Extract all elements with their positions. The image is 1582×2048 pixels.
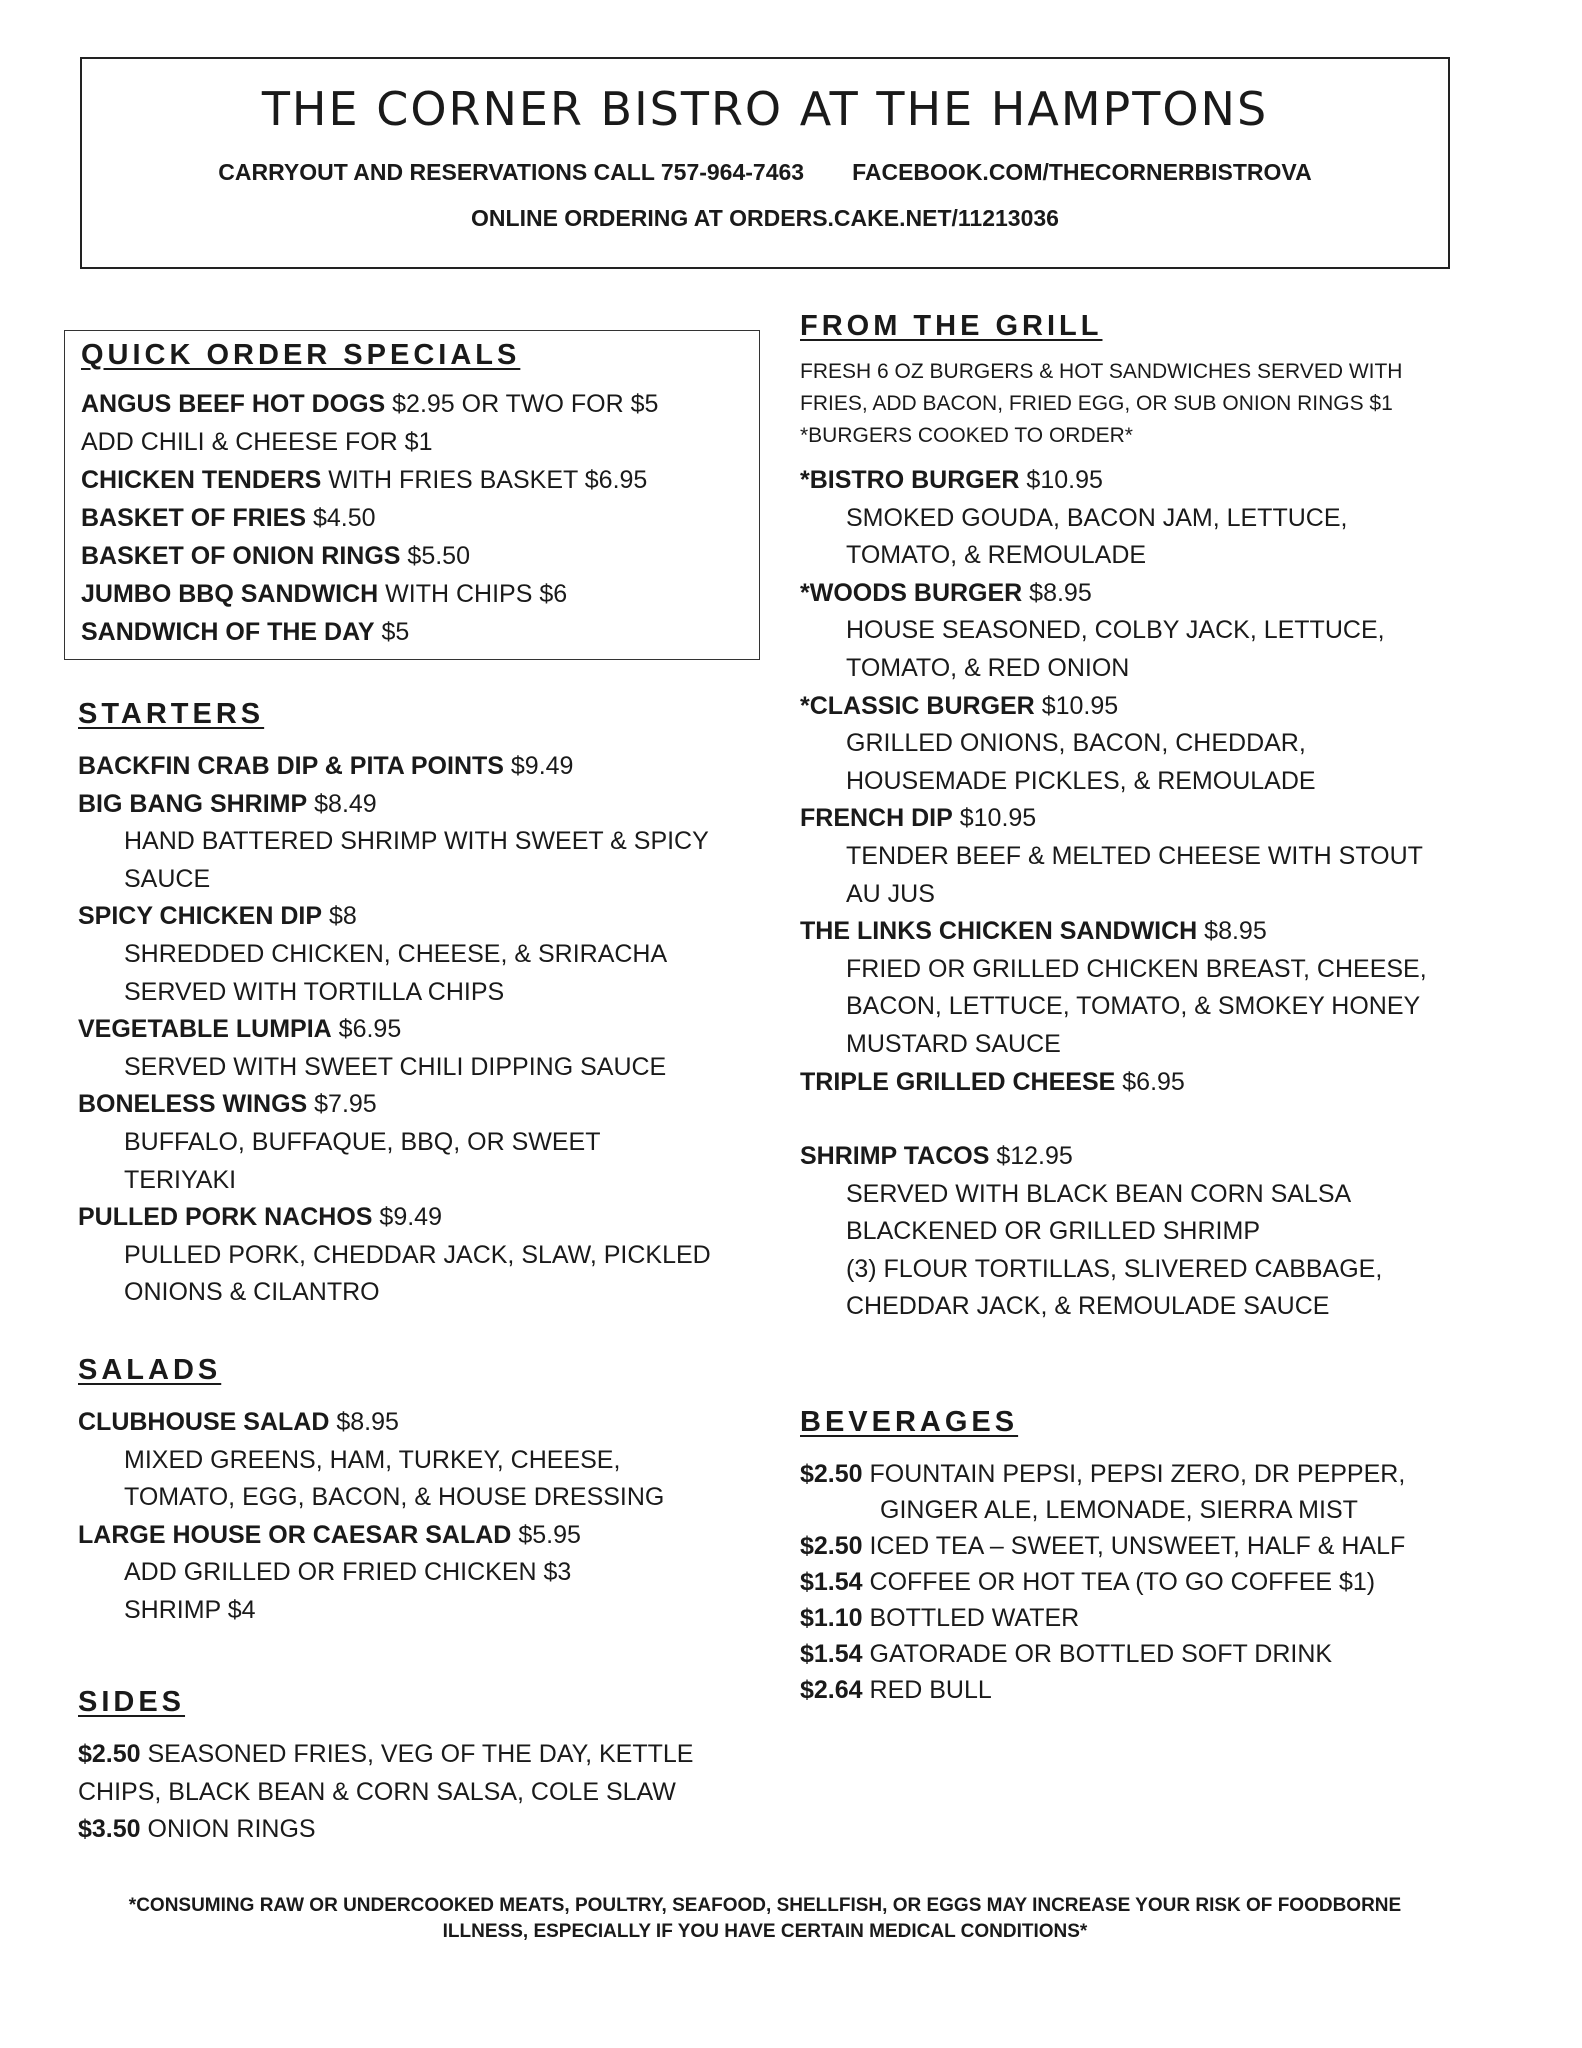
list-item: BASKET OF FRIES $4.50 — [81, 504, 376, 532]
list-item: $2.50 SEASONED FRIES, VEG OF THE DAY, KETTLE — [78, 1740, 694, 1768]
item-description: SHRIMP $4 — [124, 1595, 256, 1624]
menu-item: FRENCH DIP $10.95 — [800, 804, 1037, 833]
section-title: SALADS — [78, 1354, 222, 1386]
menu-item: PULLED PORK NACHOS $9.49 — [78, 1203, 442, 1232]
item-description: TERIYAKI — [124, 1165, 237, 1194]
section-title: STARTERS — [78, 698, 265, 730]
carryout-phone: CARRYOUT AND RESERVATIONS CALL 757-964-7463 — [218, 159, 805, 185]
item-description: SERVED WITH TORTILLA CHIPS — [124, 977, 505, 1006]
menu-item: TRIPLE GRILLED CHEESE $6.95 — [800, 1067, 1185, 1096]
menu-item: THE LINKS CHICKEN SANDWICH $8.95 — [800, 917, 1267, 946]
menu-item: LARGE HOUSE OR CAESAR SALAD $5.95 — [78, 1520, 581, 1549]
item-description: ADD GRILLED OR FRIED CHICKEN $3 — [124, 1558, 572, 1587]
list-item: $2.50 ICED TEA – SWEET, UNSWEET, HALF & HALF — [800, 1532, 1406, 1560]
quick-list — [81, 385, 759, 651]
item-description: SAUCE — [124, 864, 211, 893]
list-item: $3.50 ONION RINGS — [78, 1815, 316, 1844]
item-description: GRILLED ONIONS, BACON, CHEDDAR, — [846, 729, 1306, 758]
food-safety-disclaimer — [80, 1893, 1450, 1945]
item-description: SHREDDED CHICKEN, CHEESE, & SRIRACHA — [124, 939, 668, 968]
menu-item: BACKFIN CRAB DIP & PITA POINTS $9.49 — [78, 752, 574, 780]
list-item: ANGUS BEEF HOT DOGS $2.95 OR TWO FOR $5 — [81, 390, 659, 418]
list-item: $2.64 RED BULL — [800, 1676, 992, 1704]
list-item: CHICKEN TENDERS WITH FRIES BASKET $6.95 — [81, 466, 648, 494]
item-description: SERVED WITH BLACK BEAN CORN SALSA — [846, 1179, 1352, 1208]
list-item: BASKET OF ONION RINGS $5.50 — [81, 542, 470, 570]
item-description: PULLED PORK, CHEDDAR JACK, SLAW, PICKLED — [124, 1240, 711, 1269]
item-description: FRIED OR GRILLED CHICKEN BREAST, CHEESE, — [846, 954, 1427, 983]
item-description: MUSTARD SAUCE — [846, 1029, 1061, 1058]
menu-item: BIG BANG SHRIMP $8.49 — [78, 789, 377, 818]
item-description: BUFFALO, BUFFAQUE, BBQ, OR SWEET — [124, 1127, 601, 1156]
beverages-section — [800, 1404, 1480, 1708]
item-description: MIXED GREENS, HAM, TURKEY, CHEESE, — [124, 1445, 621, 1474]
list-item: $2.50 FOUNTAIN PEPSI, PEPSI ZERO, DR PEPPER, — [800, 1460, 1406, 1488]
list-item: $1.10 BOTTLED WATER — [800, 1604, 1080, 1632]
menu-item: *WOODS BURGER $8.95 — [800, 578, 1092, 607]
section-title: FROM THE GRILL — [800, 310, 1103, 342]
list-item: $1.54 GATORADE OR BOTTLED SOFT DRINK — [800, 1640, 1333, 1668]
item-description: SMOKED GOUDA, BACON JAM, LETTUCE, — [846, 503, 1348, 532]
item-description: BACON, LETTUCE, TOMATO, & SMOKEY HONEY — [846, 992, 1421, 1021]
list-item: CHIPS, BLACK BEAN & CORN SALSA, COLE SLAW — [78, 1777, 676, 1806]
menu-item: VEGETABLE LUMPIA $6.95 — [78, 1015, 402, 1044]
restaurant-name: THE CORNER BISTRO AT THE HAMPTONS — [261, 82, 1269, 136]
grill-note: FRIES, ADD BACON, FRIED EGG, OR SUB ONION RINGS $1 — [800, 392, 1393, 415]
menu-header — [80, 57, 1450, 269]
menu-item: *CLASSIC BURGER $10.95 — [800, 691, 1119, 720]
contact-line — [82, 157, 1448, 187]
item-description: ONIONS & CILANTRO — [124, 1278, 380, 1307]
item-description: TOMATO, & RED ONION — [846, 653, 1130, 682]
disclaimer-line: *CONSUMING RAW OR UNDERCOOKED MEATS, POULTRY, SEAFOOD, SHELLFISH, OR EGGS MAY INCREASE YOUR RISK OF FOODBORNE — [128, 1895, 1402, 1916]
starters-section — [78, 696, 768, 1312]
list-item: SANDWICH OF THE DAY $5 — [81, 618, 410, 646]
menu-item: *BISTRO BURGER $10.95 — [800, 466, 1103, 494]
quick-order-specials — [64, 330, 760, 660]
item-description: TOMATO, EGG, BACON, & HOUSE DRESSING — [124, 1483, 665, 1512]
item-description: CHEDDAR JACK, & REMOULADE SAUCE — [846, 1292, 1330, 1321]
grill-note: FRESH 6 OZ BURGERS & HOT SANDWICHES SERVED WITH — [800, 360, 1403, 383]
item-description: TOMATO, & REMOULADE — [846, 541, 1147, 570]
menu-item: SHRIMP TACOS $12.95 — [800, 1142, 1073, 1171]
list-item: JUMBO BBQ SANDWICH WITH CHIPS $6 — [81, 580, 568, 608]
item-description: AU JUS — [846, 879, 935, 908]
section-title: SIDES — [78, 1686, 186, 1718]
menu-item: SPICY CHICKEN DIP $8 — [78, 902, 357, 931]
sides-section — [78, 1684, 768, 1849]
online-ordering[interactable]: ONLINE ORDERING AT ORDERS.CAKE.NET/11213036 — [471, 205, 1059, 231]
section-title: BEVERAGES — [800, 1406, 1019, 1438]
item-description: HOUSE SEASONED, COLBY JACK, LETTUCE, — [846, 616, 1385, 645]
item-description: GINGER ALE, LEMONADE, SIERRA MIST — [880, 1496, 1358, 1524]
menu-item: CLUBHOUSE SALAD $8.95 — [78, 1408, 399, 1436]
list-item: ADD CHILI & CHEESE FOR $1 — [81, 428, 433, 456]
item-description: (3) FLOUR TORTILLAS, SLIVERED CABBAGE, — [846, 1254, 1383, 1283]
item-description: TENDER BEEF & MELTED CHEESE WITH STOUT — [846, 841, 1423, 870]
salads-section — [78, 1352, 768, 1630]
disclaimer-line: ILLNESS, ESPECIALLY IF YOU HAVE CERTAIN MEDICAL CONDITIONS* — [442, 1921, 1088, 1942]
grill-section — [800, 308, 1480, 1326]
item-description: SERVED WITH SWEET CHILI DIPPING SAUCE — [124, 1052, 667, 1081]
section-title: QUICK ORDER SPECIALS — [81, 339, 521, 371]
item-description: BLACKENED OR GRILLED SHRIMP — [846, 1217, 1260, 1246]
menu-item: BONELESS WINGS $7.95 — [78, 1090, 377, 1119]
facebook-link[interactable]: FACEBOOK.COM/THECORNERBISTROVA — [852, 159, 1312, 185]
grill-note: *BURGERS COOKED TO ORDER* — [800, 424, 1133, 447]
item-description: HOUSEMADE PICKLES, & REMOULADE — [846, 766, 1316, 795]
item-description: HAND BATTERED SHRIMP WITH SWEET & SPICY — [124, 827, 709, 856]
list-item: $1.54 COFFEE OR HOT TEA (TO GO COFFEE $1) — [800, 1568, 1376, 1596]
